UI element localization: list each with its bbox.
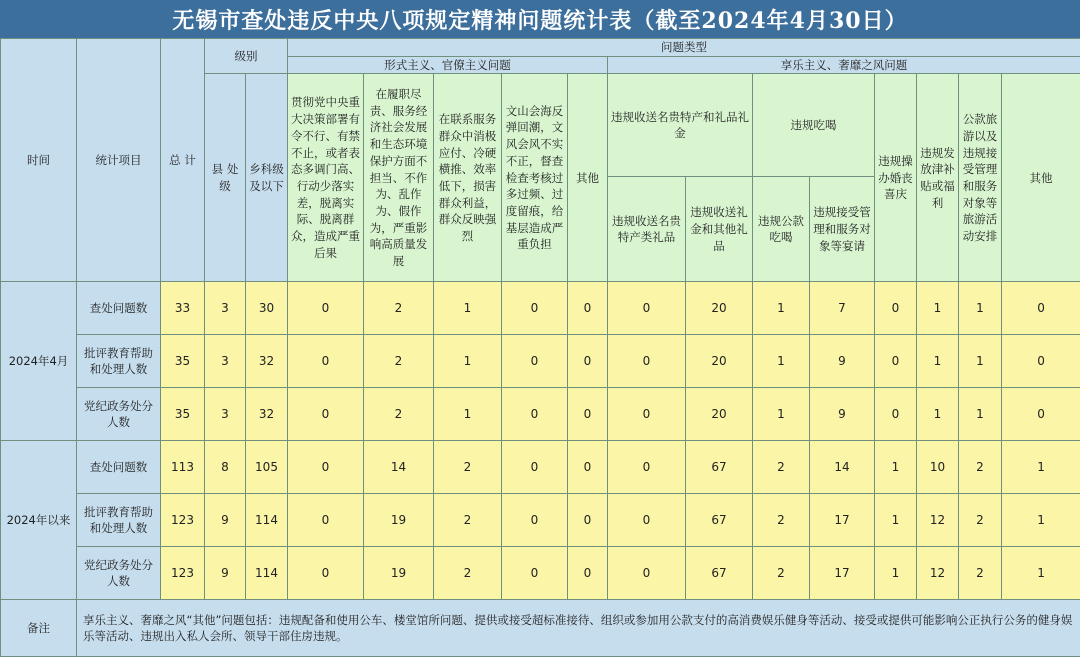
value-cell: 0 (608, 494, 686, 547)
value-cell: 0 (502, 494, 568, 547)
value-cell: 20 (686, 335, 753, 388)
dining-header: 违规吃喝 (753, 74, 875, 177)
gift-col-a: 违规收送名贵特产类礼品 (608, 177, 686, 282)
value-cell: 30 (246, 282, 288, 335)
value-cell: 1 (875, 494, 917, 547)
value-cell: 10 (917, 441, 959, 494)
value-cell: 0 (875, 388, 917, 441)
row-item-label: 批评教育帮助和处理人数 (77, 494, 161, 547)
value-cell: 2 (434, 547, 502, 600)
value-cell: 14 (810, 441, 875, 494)
value-cell: 2 (753, 441, 810, 494)
row-item-label: 批评教育帮助和处理人数 (77, 335, 161, 388)
value-cell: 0 (608, 547, 686, 600)
value-cell: 2 (364, 388, 434, 441)
value-cell: 35 (161, 388, 205, 441)
travel-header: 公款旅游以及违规接受管理和服务对象等旅游活动安排 (959, 74, 1002, 282)
value-cell: 2 (364, 335, 434, 388)
value-cell: 1 (875, 547, 917, 600)
table-row (1, 388, 1080, 441)
value-cell: 1 (917, 388, 959, 441)
value-cell: 0 (875, 335, 917, 388)
dining-col-a: 违规公款吃喝 (753, 177, 810, 282)
value-cell: 114 (246, 547, 288, 600)
value-cell: 12 (917, 547, 959, 600)
value-cell: 0 (288, 441, 364, 494)
value-cell: 123 (161, 547, 205, 600)
value-cell: 0 (608, 282, 686, 335)
value-cell: 114 (246, 494, 288, 547)
value-cell: 0 (502, 388, 568, 441)
dining-col-b: 违规接受管理和服务对象等宴请 (810, 177, 875, 282)
value-cell: 33 (161, 282, 205, 335)
value-cell: 2 (753, 494, 810, 547)
formalism-col-3: 在联系服务群众中消极应付、冷硬横推、效率低下，损害群众利益，群众反映强烈 (434, 74, 502, 282)
value-cell: 0 (502, 547, 568, 600)
value-cell: 9 (810, 388, 875, 441)
table-row (1, 282, 1080, 335)
value-cell: 1 (1002, 494, 1080, 547)
township-level-header: 乡科级及以下 (246, 74, 288, 282)
value-cell: 113 (161, 441, 205, 494)
value-cell: 0 (568, 388, 608, 441)
formalism-header: 形式主义、官僚主义问题 (288, 56, 608, 74)
value-cell: 67 (686, 494, 753, 547)
value-cell: 1 (917, 282, 959, 335)
value-cell: 0 (608, 441, 686, 494)
total-header: 总 计 (161, 39, 205, 282)
value-cell: 0 (1002, 388, 1080, 441)
statistics-table (0, 38, 1080, 657)
value-cell: 1 (1002, 441, 1080, 494)
value-cell: 0 (288, 282, 364, 335)
value-cell: 9 (205, 547, 246, 600)
value-cell: 1 (434, 282, 502, 335)
value-cell: 67 (686, 441, 753, 494)
value-cell: 1 (875, 441, 917, 494)
note-label: 备注 (1, 600, 77, 657)
value-cell: 3 (205, 282, 246, 335)
gift-col-b: 违规收送礼金和其他礼品 (686, 177, 753, 282)
formalism-col-other: 其他 (568, 74, 608, 282)
formalism-col-4: 文山会海反弹回潮，文风会风不实不正，督查检查考核过多过频、过度留痕，给基层造成严重负担 (502, 74, 568, 282)
value-cell: 19 (364, 494, 434, 547)
row-item-label: 查处问题数 (77, 441, 161, 494)
value-cell: 0 (502, 282, 568, 335)
page-title: 无锡市查处违反中央八项规定精神问题统计表（截至2024年4月30日） (0, 0, 1080, 38)
value-cell: 0 (502, 335, 568, 388)
value-cell: 3 (205, 388, 246, 441)
value-cell: 1 (959, 282, 1002, 335)
value-cell: 3 (205, 335, 246, 388)
value-cell: 2 (753, 547, 810, 600)
value-cell: 20 (686, 388, 753, 441)
value-cell: 0 (1002, 335, 1080, 388)
value-cell: 32 (246, 335, 288, 388)
value-cell: 0 (568, 335, 608, 388)
period-label: 2024年4月 (1, 282, 77, 441)
wedding-header: 违规操办婚丧喜庆 (875, 74, 917, 282)
note-text: 享乐主义、奢靡之风“其他”问题包括：违规配备和使用公车、楼堂馆所问题、提供或接受超标准接待、组织或参加用公款支付的高消费娱乐健身等活动、接受或提供可能影响公正执行公务的健身娱乐等活动、违规出入私人会所、领导干部住房违规。 (77, 600, 1080, 657)
hedonism-col-other: 其他 (1002, 74, 1080, 282)
row-item-label: 查处问题数 (77, 282, 161, 335)
formalism-col-2: 在履职尽责、服务经济社会发展和生态环境保护方面不担当、不作为、乱作为、假作为，严重影响高质量发展 (364, 74, 434, 282)
value-cell: 0 (875, 282, 917, 335)
table-row (1, 494, 1080, 547)
value-cell: 1 (753, 282, 810, 335)
value-cell: 32 (246, 388, 288, 441)
problem-type-header: 问题类型 (288, 39, 1080, 57)
value-cell: 20 (686, 282, 753, 335)
hedonism-header: 享乐主义、奢靡之风问题 (608, 56, 1080, 74)
value-cell: 0 (608, 388, 686, 441)
table-row (1, 441, 1080, 494)
allowance-header: 违规发放津补贴或福利 (917, 74, 959, 282)
value-cell: 17 (810, 547, 875, 600)
item-header: 统计项目 (77, 39, 161, 282)
value-cell: 1 (959, 388, 1002, 441)
value-cell: 1 (917, 335, 959, 388)
value-cell: 0 (288, 388, 364, 441)
gift-header: 违规收送名贵特产和礼品礼金 (608, 74, 753, 177)
row-item-label: 党纪政务处分人数 (77, 547, 161, 600)
value-cell: 123 (161, 494, 205, 547)
value-cell: 1 (434, 335, 502, 388)
level-header: 级别 (205, 39, 288, 74)
value-cell: 0 (568, 282, 608, 335)
value-cell: 1 (753, 335, 810, 388)
value-cell: 0 (568, 547, 608, 600)
value-cell: 1 (753, 388, 810, 441)
value-cell: 0 (502, 441, 568, 494)
value-cell: 2 (959, 494, 1002, 547)
value-cell: 7 (810, 282, 875, 335)
value-cell: 1 (1002, 547, 1080, 600)
value-cell: 0 (608, 335, 686, 388)
value-cell: 12 (917, 494, 959, 547)
value-cell: 0 (288, 547, 364, 600)
value-cell: 0 (288, 335, 364, 388)
value-cell: 0 (568, 494, 608, 547)
value-cell: 2 (959, 547, 1002, 600)
table-row (1, 335, 1080, 388)
value-cell: 0 (1002, 282, 1080, 335)
value-cell: 0 (288, 494, 364, 547)
row-item-label: 党纪政务处分人数 (77, 388, 161, 441)
value-cell: 2 (364, 282, 434, 335)
formalism-col-1: 贯彻党中央重大决策部署有令不行、有禁不止，或者表态多调门高、行动少落实差，脱离实际、脱离群众，造成严重后果 (288, 74, 364, 282)
value-cell: 35 (161, 335, 205, 388)
value-cell: 9 (810, 335, 875, 388)
value-cell: 19 (364, 547, 434, 600)
period-label: 2024年以来 (1, 441, 77, 600)
value-cell: 9 (205, 494, 246, 547)
county-level-header: 县 处 级 (205, 74, 246, 282)
value-cell: 105 (246, 441, 288, 494)
time-header: 时间 (1, 39, 77, 282)
table-row (1, 547, 1080, 600)
value-cell: 0 (568, 441, 608, 494)
value-cell: 14 (364, 441, 434, 494)
value-cell: 17 (810, 494, 875, 547)
value-cell: 1 (434, 388, 502, 441)
value-cell: 2 (434, 441, 502, 494)
value-cell: 2 (434, 494, 502, 547)
value-cell: 1 (959, 335, 1002, 388)
value-cell: 2 (959, 441, 1002, 494)
value-cell: 67 (686, 547, 753, 600)
value-cell: 8 (205, 441, 246, 494)
